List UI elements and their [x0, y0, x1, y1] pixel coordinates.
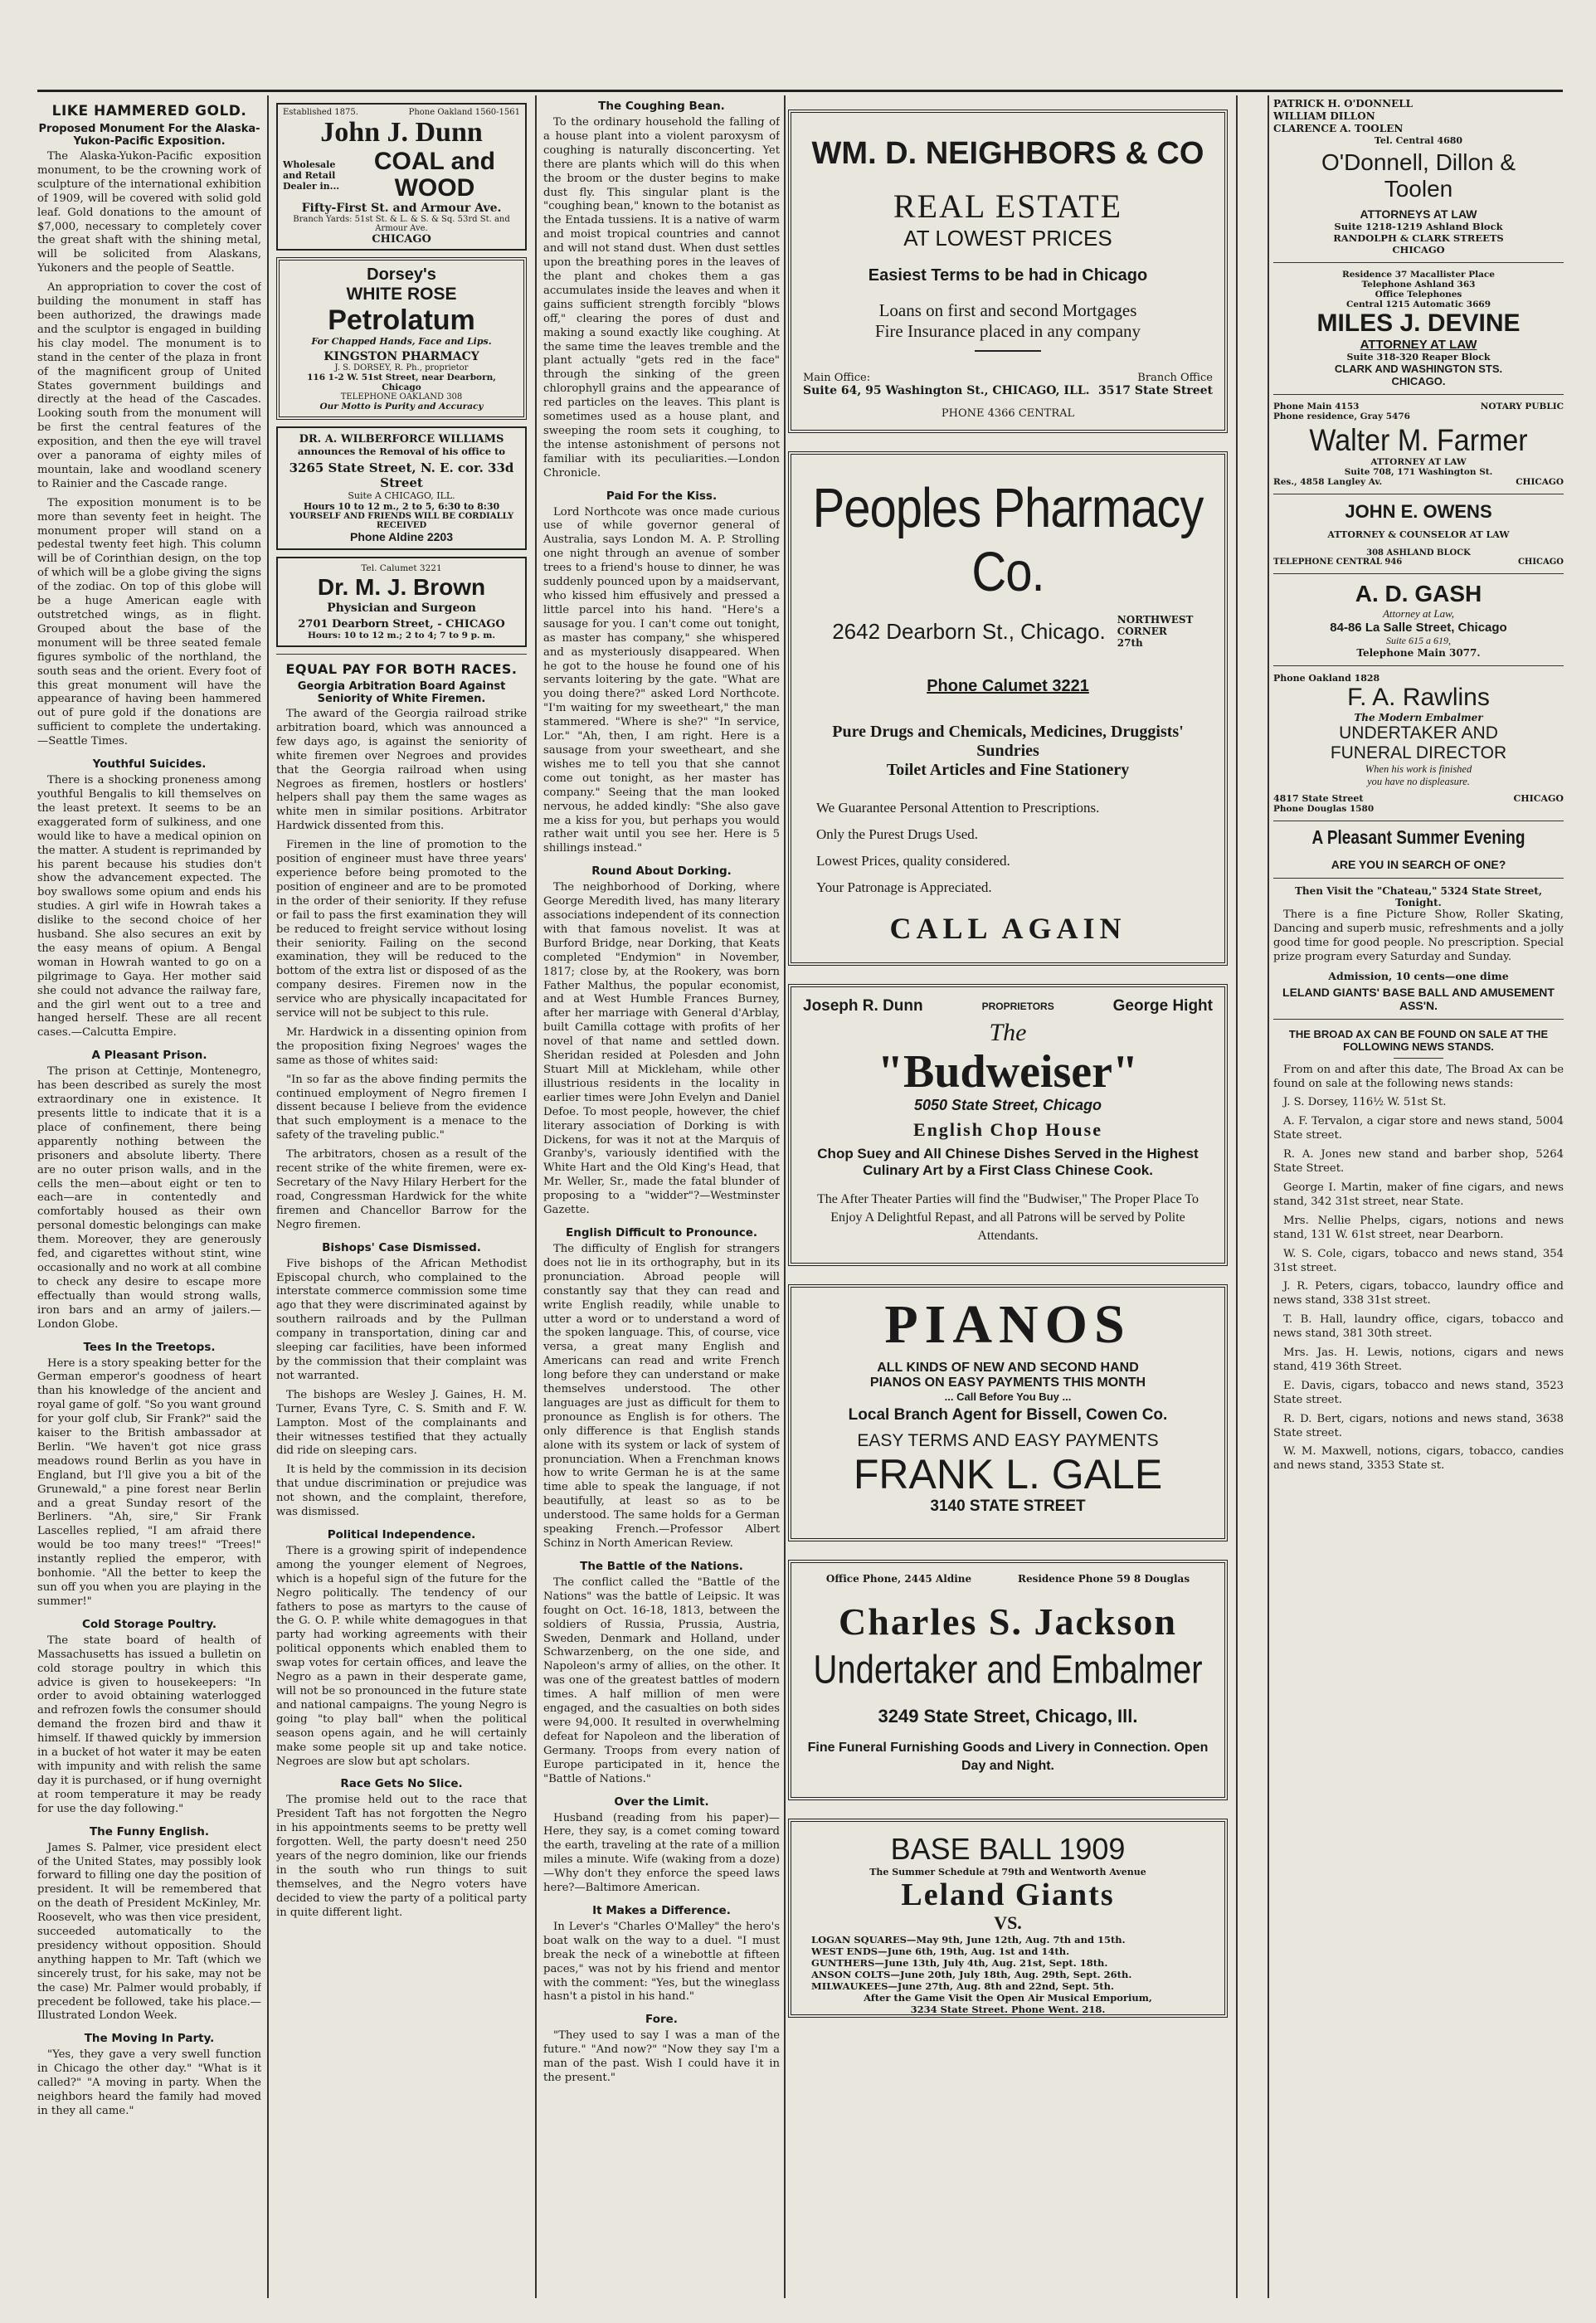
owens-title: ATTORNEY & COUNSELOR AT LAW [1327, 529, 1510, 540]
dunn-coal-wood: COAL and WOOD [373, 148, 495, 202]
summer-headline: A Pleasant Summer Evening [1311, 827, 1525, 849]
column-1 [37, 98, 261, 2298]
farmer-residence: Phone residence, Gray 5476 [1273, 412, 1410, 421]
baseball-vs: VS. [994, 1912, 1022, 1933]
jackson-title: Undertaker and Embalmer [813, 1648, 1203, 1692]
neighbors-business: REAL ESTATE [893, 187, 1123, 225]
article-paragraph: The arbitrators, chosen as a result of the recent strike of the white firemen, were ex-Secretary of the Navy Hilary Herbert for the road, Congressman Hardwick for the white firemen and Chancellor Barrow for the Negro firemen. [276, 1148, 527, 1231]
summer-admission: Admission, 10 cents—one dime [1328, 969, 1509, 982]
williams-phone: Phone Aldine 2203 [350, 530, 453, 543]
top-rule [37, 90, 1563, 92]
article-title: Race Gets No Slice. [340, 1777, 463, 1791]
article-title: Fore. [645, 2013, 678, 2027]
baseball-team: Leland Giants [901, 1877, 1115, 1912]
baseball-game: ANSON COLTS—June 20th, July 18th, Aug. 29th, Sept. 26th. [811, 1969, 1132, 1980]
budweiser-the: The [989, 1019, 1027, 1046]
news-stand: E. Davis, cigars, tobacco and news stand, 3523 State street. [1273, 1379, 1564, 1406]
owens-telephone: TELEPHONE CENTRAL 946 [1273, 558, 1403, 567]
column-rule [1236, 95, 1238, 2298]
news-stand: R. A. Jones new stand and barber shop, 5264 State Street. [1273, 1148, 1564, 1176]
rawlins-title: UNDERTAKER AND [1339, 723, 1498, 743]
article-paragraph: The exposition monument is to be more than seventy feet in height. The monument proper will stand on a pedestal twenty feet high. This column will be of Corinthian design, on the top of which will be a globe giving the signs of the zodiac. On top of this globe will be a huge American eagle with outstretched wings, as in flight. Grouped about the base of the monument will be three seated female figures symbolic of the northland, the south seas and the orient. Every foot of this great monument will have the appearance of having been hammered out of pure gold if the donations are sufficient to complete the undertaking.—Seattle Times. [37, 496, 261, 748]
williams-suite: Suite A CHICAGO, ILL. [348, 490, 455, 501]
peoples-phone: Phone Calumet 3221 [927, 677, 1089, 695]
article-paragraph: "They used to say I was a man of the future." "And now?" "Now they say I'm a man of the past. Wish I could have it in the present." [543, 2029, 780, 2085]
pianos-payments: PIANOS ON EASY PAYMENTS THIS MONTH [869, 1376, 1146, 1390]
article-title: Cold Storage Poultry. [81, 1617, 217, 1631]
neighbors-main-label: Main Office: [803, 372, 871, 384]
budweiser-owner: George Hight [1112, 997, 1213, 1015]
jackson-residence-phone: Residence Phone 59 8 Douglas [1017, 1573, 1190, 1585]
williams-name: DR. A. WILBERFORCE WILLIAMS [299, 433, 504, 446]
peoples-drugs: Pure Drugs and Chemicals, Medicines, Druggists' Sundries [832, 723, 1184, 760]
brown-title: Physician and Surgeon [327, 601, 476, 615]
odonnell-firm: Toolen [1384, 176, 1453, 202]
jackson-name: Charles S. Jackson [839, 1600, 1177, 1643]
neighbors-phone: PHONE 4366 CENTRAL [941, 407, 1075, 420]
devine-residence: Residence 37 Macallister Place [1342, 270, 1495, 280]
odonnell-title: ATTORNEYS AT LAW [1360, 207, 1477, 221]
dorsey-product: Petrolatum [328, 304, 475, 336]
farmer-title: ATTORNEY AT LAW [1370, 457, 1467, 467]
rawlins-tagline: you have no displeasure. [1367, 776, 1470, 787]
budweiser-name: "Budweiser" [877, 1046, 1139, 1098]
peoples-corner: NORTHWEST CORNER 27th [1117, 614, 1194, 649]
article-paragraph: The difficulty of English for strangers does not lie in its orthography, but in its pronunciation. Abroad people will constantly say that they can read and write English readily, while unable to utter a word or to understand a word of the spoken language. This, of course, vice versa, a great many English and Americans can read and write French long before they can understand or make themselves understood. The other languages are just as difficult for them to pronounce as English is for others. The only difference is that English stands alone with its system or lack of system of pronunciation. When a Frenchman knows how to write German he is at the same time able to speak the language, if not beautifully, at least so as to be understood. The same holds for a German speaking French.—Professor Albert Schinz in North American Review. [543, 1242, 780, 1550]
news-stand: J. R. Peters, cigars, tobacco, laundry office and news stand, 338 31st street. [1273, 1280, 1564, 1308]
news-stand: A. F. Tervalon, a cigar store and news stand, 5004 State street. [1273, 1115, 1564, 1142]
broad-ax-headline: THE BROAD AX CAN BE FOUND ON SALE AT THE FOLLOWING NEWS STANDS. [1288, 1027, 1549, 1053]
article-paragraph: To the ordinary household the falling of a house plant into a violent paroxysm of coughing is naturally disconcerting. Yet there are plants which will do this when the broom or the duster begins to make dust fly. This singular plant is the "coughing bean," known to the botanist as the Entada tussiens. It is a native of warm and moist tropical countries and cannot and will not stand dust. When dust settles upon the breathing pores in the leaves of the plant and chokes them a gas accumulates inside the leaves and when it gains sufficient strength forcibly "blows off," clearing the pores of dust and making a sound exactly like coughing. At the same time the leaves tremble and the plant actually "gets red in the face" through the sinking of the green chlorophyll grains and the appearance of red particles on the leaves. This plant is sometimes used as a house plant, and sweeping the room sets it coughing, to the intense astonishment of persons not familiar with its peculiarities.—London Chronicle. [543, 116, 780, 480]
article-paragraph: The prison at Cettinje, Montenegro, has been described as surely the most extraordinary one in existence. It presents little to indicate that it is a place of confinement, there being apparently nothing between the prisoners and absolute liberty. There are no outer prison walls, and in the cells the men—about eight or ten to each—are in contentedly and comfortably housed as their own personal domestic belongings can make them. Moreover, they are generously fed, and cigarettes without stint, wine occasionally and no work at all combine to check any desire to escape more effectually than would strong walls, iron bars and an army of jailers.—London Globe. [37, 1065, 261, 1331]
dorsey-telephone: TELEPHONE OAKLAND 308 [340, 392, 463, 402]
jackson-goods: Fine Funeral Furnishing Goods and Livery in Connection. Open Day and Night. [807, 1741, 1209, 1773]
article-title: Paid For the Kiss. [606, 489, 718, 503]
article-paragraph: Mr. Hardwick in a dissenting opinion from the proposition fixing Negroes' wages the same as those of whites said: [276, 1025, 527, 1067]
budweiser-after: The After Theater Parties will find the "Budwiser," The Proper Place To Enjoy A Delightful Repast, and all Patrons will be served by Polite Attendants. [816, 1192, 1199, 1243]
dorsey-address: 116 1-2 W. 51st Street, near Dearborn, Chicago [307, 373, 496, 392]
column-5 [1273, 98, 1564, 2298]
baseball-game: GUNTHERS—June 13th, July 4th, Aug. 21st, Sept. 18th. [811, 1957, 1108, 1969]
article-paragraph: "In so far as the above finding permits the continued employment of Negro firemen I dissent because I believe from the evidence that such employment is a menace to the safety of the traveling public." [276, 1073, 527, 1142]
budweiser-proprietors: PROPRIETORS [981, 1001, 1054, 1012]
budweiser-ad [788, 984, 1228, 1266]
rawlins-name: F. A. Rawlins [1347, 684, 1490, 711]
baseball-schedule: The Summer Schedule at 79th and Wentworth Avenue [869, 1867, 1146, 1877]
odonnell-street: RANDOLPH & CLARK STREETS [1333, 232, 1504, 244]
article-title: The Funny English. [89, 1824, 210, 1838]
jackson-address: 3249 State Street, Chicago, Ill. [878, 1706, 1138, 1726]
rawlins-city: CHICAGO [1513, 793, 1564, 804]
baseball-ad [788, 1819, 1228, 2018]
news-stand: T. B. Hall, laundry office, cigars, tobacco and news stand, 381 30th street. [1273, 1313, 1564, 1341]
budweiser-address: 5050 State Street, Chicago [913, 1097, 1102, 1113]
peoples-name: Peoples Pharmacy Co. [812, 477, 1204, 603]
budweiser-type: English Chop House [913, 1119, 1102, 1140]
article-paragraph: It is held by the commission in its decision that undue discrimination or prejudice was not shown, and the complaint, therefore, was dismissed. [276, 1463, 527, 1519]
peoples-pharmacy-ad [788, 451, 1228, 966]
dunn-address: Fifty-First St. and Armour Ave. [301, 202, 502, 215]
owens-name: JOHN E. OWENS [1345, 501, 1492, 522]
pianos-address: 3140 STATE STREET [930, 1498, 1086, 1515]
brown-hours: Hours: 10 to 12 m.; 2 to 4; 7 to 9 p. m. [307, 631, 496, 640]
brown-ad [276, 557, 527, 647]
neighbors-branch-label: Branch Office [1137, 372, 1213, 384]
article-subhead: Georgia Arbitration Board Against Seniority of White Firemen. [297, 680, 506, 705]
article-headline: EQUAL PAY FOR BOTH RACES. [285, 661, 518, 677]
farmer-notary: NOTARY PUBLIC [1480, 402, 1564, 412]
article-headline: LIKE HAMMERED GOLD. [51, 103, 247, 119]
dunn-city: CHICAGO [372, 233, 431, 246]
devine-street: CLARK AND WASHINGTON STS. [1334, 363, 1503, 375]
article-title: Over the Limit. [614, 1795, 709, 1809]
baseball-title: BASE BALL 1909 [890, 1832, 1126, 1866]
article-paragraph: The bishops are Wesley J. Gaines, H. M. Turner, Evans Tyre, C. S. Smith and F. W. Lampton. Most of the complainants and their witnesses testified that they actually did ride on sleeping cars. [276, 1388, 527, 1458]
news-stand: W. S. Cole, cigars, tobacco and news stand, 354 31st street. [1273, 1247, 1564, 1274]
peoples-toilet: Toilet Articles and Fine Stationery [886, 761, 1130, 779]
dorsey-pharmacy: KINGSTON PHARMACY [324, 350, 479, 363]
established: Established 1875. [283, 108, 358, 117]
article-subhead: Proposed Monument For the Alaska-Yukon-Pacific Exposition. [38, 123, 260, 148]
gash-address: 84-86 La Salle Street, Chicago [1330, 621, 1507, 635]
williams-welcome: YOURSELF AND FRIENDS WILL BE CORDIALLY RECEIVED [289, 512, 514, 530]
article-paragraph: In Lever's "Charles O'Malley" the hero's boat walk on the way to a duel. "I must break the neck of a winebottle at fifteen paces," was not by his friend and mentor with the comment: "Yes, but the wineglass hasn't a pistol in his hand." [543, 1920, 780, 2004]
odonnell-partner: PATRICK H. O'DONNELL [1273, 98, 1414, 110]
devine-name: MILES J. DEVINE [1316, 309, 1521, 337]
rawlins-title: FUNERAL DIRECTOR [1330, 743, 1507, 762]
article-title: Tees In the Treetops. [83, 1340, 216, 1354]
peoples-address: 2642 Dearborn St., Chicago. [832, 618, 1106, 644]
article-paragraph: The state board of health of Massachusetts has issued a bulletin on cold storage poultry in which this advice is given to housekeepers: "In order to avoid obtaining waterlogged and refrozen fowls the consumer should demand the frozen bird and thaw it himself. If thawed quickly by immersion in a bucket of hot water it may be eaten with impunity and with relish the same day it is purchased, or if hung overnight at room temperature it may be ready for use the day following." [37, 1634, 261, 1815]
dorsey-tagline: For Chapped Hands, Face and Lips. [311, 336, 492, 347]
peoples-call-again: CALL AGAIN [889, 912, 1126, 945]
budweiser-chop-suey: Chop Suey and All Chinese Dishes Served in the Highest Culinary Art by a First Class Chinese Cook. [817, 1146, 1199, 1178]
article-paragraph: Five bishops of the African Methodist Episcopal church, who complained to the interstate commerce commission some time ago that they were discriminated against by southern railroads and by the Pullman company in transportation, dining car and sleeping car facilities, have been informed by the commission that their complaint was not warranted. [276, 1257, 527, 1382]
news-stand: W. M. Maxwell, notions, cigars, tobacco, candies and news stand, 3353 State st. [1273, 1445, 1564, 1473]
news-stand: J. S. Dorsey, 116½ W. 51st St. [1283, 1096, 1447, 1109]
pianos-name: FRANK L. GALE [853, 1451, 1163, 1498]
williams-announce: announces the Removal of his office to [297, 446, 506, 457]
neighbors-real-estate-ad [788, 110, 1228, 433]
owens-block: 308 ASHLAND BLOCK [1366, 548, 1471, 558]
news-stand: Mrs. Jas. H. Lewis, notions, cigars and news stand, 419 36th Street. [1273, 1347, 1564, 1373]
column-4-ads [788, 98, 1228, 2298]
gash-suite: Suite 615 a 619, [1386, 635, 1451, 646]
neighbors-main-address: Suite 64, 95 Washington St., CHICAGO, ILL. [803, 384, 1090, 397]
devine-tel: Central 1215 Automatic 3669 [1345, 300, 1491, 309]
article-paragraph: An appropriation to cover the cost of building the monument in staff has been authorized, the drawings made and the sculptor is engaged in building his clay model. The monument is to stand in the center of the plaza in front of the magnificent group of United States government buildings and directly at the head of the Cascades. Looking south from the monument will be first the central features of the exposition, and then the eye will travel over a panorama of eighty miles of mountain, lake and woodland scenery to Rainier and the Cascade range. [37, 281, 261, 490]
article-paragraph: The promise held out to the race that President Taft has not forgotten the Negro in his appointments seems to be pretty well forgotten. Well, the party doesn't need 250 years of the negro dominion, like our friends in the south who run things to suit themselves, and the Negro voters have decided to view the party of a political party in quite different light. [276, 1794, 527, 1919]
dorsey-name: Dorsey's [367, 265, 436, 284]
article-paragraph: Here is a story speaking better for the German emperor's goodness of heart than his knowledge of the ancient and royal game of golf. "So you want ground for your golf club, Sir Frank?" said the kaiser to the British ambassador at Berlin. "We haven't got nice grass meadows round Berlin as you have in England, but I'll give you a bit of the Grunewald," a pine forest near Berlin and a great Sunday resort of the Berliners. "Ah, sire," Sir Frank Lascelles replied, "I am afraid there would be too many trees!" "Trees!" instantly replied the emperor, with bonhomie. "All the better to keep the sun off you when you are playing in the summer!" [37, 1356, 261, 1608]
summer-association: LELAND GIANTS' BASE BALL AND AMUSEMENT ASS'N. [1282, 985, 1555, 1012]
devine-title: ATTORNEY AT LAW [1360, 338, 1477, 352]
pianos-kinds: ALL KINDS OF NEW AND SECOND HAND [877, 1361, 1139, 1375]
peoples-line: Lowest Prices, quality considered. [816, 853, 1010, 869]
article-paragraph: Husband (reading from his paper)—Here, they say, is a comet coming toward the earth, traveling at the rate of a million miles a minute. Wife (waking from a doze)—Why don't they enforce the speed laws here?—Baltimore American. [543, 1811, 780, 1895]
rawlins-tagline: When his work is finished [1365, 763, 1472, 775]
news-stand: Mrs. Nellie Phelps, cigars, notions and news stand, 131 W. 61st street, near Dearborn. [1273, 1214, 1564, 1241]
dorsey-ad [276, 257, 527, 420]
summer-question: ARE YOU IN SEARCH OF ONE? [1331, 858, 1506, 871]
baseball-game: MILWAUKEES—June 27th, Aug. 8th and 22nd, Sept. 5th. [811, 1980, 1114, 1992]
williams-ad [276, 426, 527, 550]
farmer-res-address: Res., 4858 Langley Av. [1273, 477, 1383, 487]
gash-name: A. D. GASH [1355, 581, 1482, 606]
dunn-name: John J. Dunn [320, 117, 483, 148]
devine-tel: Telephone Ashland 363 [1361, 280, 1476, 290]
baseball-after: After the Game Visit the Open Air Musical Emporium, [864, 1992, 1152, 2004]
pianos-title: PIANOS [884, 1294, 1131, 1355]
news-stand: George I. Martin, maker of fine cigars, and news stand, 342 31st street, near State. [1273, 1181, 1564, 1208]
odonnell-firm: O'Donnell, Dillon & [1321, 149, 1516, 175]
article-title: The Battle of the Nations. [580, 1559, 743, 1573]
dorsey-proprietor: J. S. DORSEY, R. Ph., proprietor [334, 363, 469, 373]
article-paragraph: There is a growing spirit of independence among the younger element of Negroes, which is a hopeful sign of the future for the Negro politically. The tendency of our fathers to pose as martyrs to the cause of the G. O. P. while white demagogues in that party had working agreements with their political opponents which enabled them to swap votes for certain offices, and leave the Negro as a pawn in their desperate game, will not be so pronounced in the future state and national campaigns. The young Negro is going "to play ball" when the political season opens again, and he will certainly make some people sit up and take notice. Negroes are slow but apt scholars. [276, 1544, 527, 1768]
rawlins-address: 4817 State Street [1273, 793, 1364, 804]
farmer-city: CHICAGO [1516, 477, 1564, 487]
column-rule [1268, 95, 1269, 2298]
jackson-undertaker-ad [788, 1560, 1228, 1800]
jackson-office-phone: Office Phone, 2445 Aldine [825, 1573, 972, 1585]
odonnell-partner: CLARENCE A. TOOLEN [1273, 123, 1404, 134]
williams-hours: Hours 10 to 12 m., 2 to 5, 6:30 to 8:30 [303, 501, 500, 512]
odonnell-suite: Suite 1218-1219 Ashland Block [1334, 221, 1503, 232]
article-paragraph: Firemen in the line of promotion to the position of engineer must have three years' experience before being promoted to the position of engineer and are to be promoted in the order of their seniority. If they refuse or fail to pass the first examination they will be reduced to freight service without losing their seniority. Failing on the second examination, they will be reduced to the bottom of the extra list or disposed of as the company desires. Firemen now in the service who are physically incapacitated for service will not be subject to this rule. [276, 839, 527, 1020]
peoples-line: Your Patronage is Appreciated. [816, 879, 992, 895]
devine-city: CHICAGO. [1391, 375, 1446, 387]
neighbors-insurance: Fire Insurance placed in any company [874, 321, 1141, 341]
dunn-coal-ad [276, 103, 527, 251]
article-paragraph: There is a shocking proneness among youthful Bengalis to kill themselves on the least pretext. It seems to be an exaggerated form of sulkiness, and one would like to have a medical opinion on the matter. A student is reprimanded by his parent because his studies don't show the advancement expected. The boy swallows some opium and ends his studies. A girl wife in Howrah takes a dislike to the second choice of her husband. She also secures an exit by the easy means of opium. A Bengal woman in Howrah wanted to go on a pilgrimage to Gaya. Her mother said she could not advance the railway fare, and the girl went out to a tree and hanged herself. These are all recent cases.—Calcutta Empire. [37, 774, 261, 1040]
baseball-game: LOGAN SQUARES—May 9th, June 12th, Aug. 7th and 15th. [811, 1934, 1126, 1946]
column-rule [535, 95, 537, 2298]
column-2 [276, 98, 527, 2298]
article-paragraph: James S. Palmer, vice president elect of the United States, may possibly look forward to filling one day the position of president. It will be remembered that on the death of President McKinley, Mr. Roosevelt, who was then vice president, succeeded automatically to the presidency without opposition. Should anything happen to Mr. Taft (which we sincerely trust, for his sake, may not be the case) Mr. Palmer would probably, if precedent be followed, take his place.—Illustrated London Week. [37, 1841, 261, 2023]
peoples-line: Only the Purest Drugs Used. [816, 826, 979, 842]
summer-paragraph: There is a fine Picture Show, Roller Skating, Dancing and superb music, refreshments and a jolly good time for good people. No prescription. Special prize program every Saturday and Sunday. [1273, 908, 1564, 963]
odonnell-tel: Tel. Central 4680 [1374, 135, 1463, 146]
neighbors-loans: Loans on first and second Mortgages [878, 300, 1137, 320]
gash-title: Attorney at Law, [1382, 607, 1455, 620]
article-paragraph: Lord Northcote was once made curious use of while governor general of Australia, says London M. A. P. Strolling one night through an avenue of somber trees to a friend's house to dinner, he was suddenly pounced upon by a maidservant, who kissed him effusively and pressed a little parcel into his hand. "Here's a sausage for you. I can't come out tonight, as master has company," she whispered and as mysteriously disappeared. When he got to the house he found one of his servants loitering by the gate. "What are you doing there?" asked Lord Northcote. "I'm waiting for my sweetheart," the man stammered. "Where is she?" "In service, Lor." "Ah, then, I am right. Here is a sausage from your sweetheart, and she wishes me to tell you that she cannot come out tonight, as her master has company." Seeing that the man looked nervous, he added kindly: "She also gave me a kiss for you, but perhaps you would rather wait until you see her. Here is 5 shillings instead." [543, 505, 780, 855]
article-title: It Makes a Difference. [592, 1903, 731, 1917]
dorsey-motto: Our Motto is Purity and Accuracy [319, 402, 484, 412]
pianos-agent: Local Branch Agent for Bissell, Cowen Co. [848, 1406, 1168, 1424]
article-title: The Moving In Party. [84, 2032, 215, 2046]
baseball-address: 3234 State Street. Phone Went. 218. [910, 2004, 1106, 2015]
devine-suite: Suite 318-320 Reaper Block [1346, 352, 1491, 363]
article-title: Youthful Suicides. [92, 757, 207, 772]
article-paragraph: The neighborhood of Dorking, where George Meredith lived, has many literary associations independent of its connection with that famous novelist. It was at Burford Bridge, near Dorking, that Keats completed "Endymion" in November, 1817; close by, at the Rookery, was born Father Malthus, the popular economist, and at West Humble Frances Burney, after her marriage with General d'Arblay, built Camilla cottage with profits of her novel of that name and settled down. Sheridan resided at Polesden and John Stuart Mill at Mickleham, while other illustrious residents in the locality in earlier times were John Evelyn and Daniel Defoe. To most people, however, the chief literary association of Dorking is with Dickens, for was it not at the Marquis of Granby's, variously identified with the White Hart and the Old King's Head, that Mr. Weller, Sr., made the fatal blunder of proposing to a "widder"?—Westminster Gazette. [543, 881, 780, 1217]
neighbors-name: WM. D. NEIGHBORS & CO [811, 136, 1204, 171]
column-rule [267, 95, 269, 2298]
article-paragraph: The conflict called the "Battle of the Nations" was the battle of Leipsic. It was fought on Oct. 16-18, 1813, between the soldiers of Russia, Prussia, Austria, Sweden, Denmark and Holland, under Schwarzenberg, on the one side, and Napoleon's army of allies, on the other. It was one of the greatest battles of modern times. A half million of men were engaged, and the casualties on both sides were 94,000. It resulted in overwhelming defeat for Napoleon and the liberation of Germany. Troops from every nation of Europe participated in it, hence the "Battle of Nations." [543, 1575, 780, 1785]
phone: Phone Oakland 1560-1561 [408, 108, 520, 117]
news-stand: R. D. Bert, cigars, notions and news stand, 3638 State street. [1273, 1412, 1564, 1439]
peoples-line: We Guarantee Personal Attention to Prescriptions. [816, 800, 1100, 816]
odonnell-city: CHICAGO [1392, 244, 1445, 256]
farmer-phone: Phone Main 4153 [1273, 402, 1360, 412]
column-3 [543, 98, 780, 2298]
neighbors-prices: AT LOWEST PRICES [903, 226, 1112, 251]
gash-telephone: Telephone Main 3077. [1356, 647, 1481, 659]
pianos-ad [788, 1284, 1228, 1541]
owens-city: CHICAGO [1517, 558, 1564, 567]
article-title: The Coughing Bean. [598, 100, 725, 113]
farmer-suite: Suite 708, 171 Washington St. [1344, 467, 1493, 477]
article-paragraph: The award of the Georgia railroad strike arbitration board, which was announced a few days ago, is against the seniority of white firemen over Negroes and provides that the Georgia railroad when using Negroes as firemen, hostlers or hostlers' helpers shall pay them the same wages as white men in similar positions. Arbitrator Hardwick dissented from this. [276, 708, 527, 833]
article-title: A Pleasant Prison. [91, 1049, 207, 1063]
article-title: Bishops' Case Dismissed. [322, 1240, 481, 1254]
dunn-yards: Branch Yards: 51st St. & L. & S. & Sq. 53rd St. and Armour Ave. [293, 215, 510, 233]
devine-tel: Office Telephones [1375, 290, 1462, 300]
brown-address: 2701 Dearborn Street, - CHICAGO [298, 618, 505, 631]
rawlins-phone: Phone Oakland 1828 [1273, 673, 1380, 684]
rawlins-tel: Phone Douglas 1580 [1273, 804, 1375, 814]
farmer-name: Walter M. Farmer [1309, 423, 1528, 458]
broad-ax-intro: From on and after this date, The Broad Ax can be found on sale at the following news stands: [1273, 1063, 1564, 1090]
brown-name: Dr. M. J. Brown [317, 574, 486, 600]
pianos-call: ... Call Before You Buy ... [944, 1390, 1072, 1403]
summer-then: Then Visit the "Chateau," 5324 State Street, Tonight. [1295, 885, 1542, 908]
pianos-terms: EASY TERMS AND EASY PAYMENTS [857, 1431, 1159, 1450]
williams-address: 3265 State Street, N. E. cor. 33d Street [289, 460, 514, 490]
neighbors-branch-address: 3517 State Street [1098, 384, 1213, 397]
dorsey-title: WHITE ROSE [346, 285, 457, 304]
brown-tel: Tel. Calumet 3221 [361, 563, 442, 573]
article-title: Round About Dorking. [591, 864, 732, 879]
article-paragraph: "Yes, they gave a very swell function in Chicago the other day." "What is it called?" "A moving in party. When the neighbors heard the family had moved in they all came." [37, 2048, 261, 2117]
article-title: English Difficult to Pronounce. [565, 1225, 758, 1239]
column-rule [784, 95, 786, 2298]
baseball-game: WEST ENDS—June 6th, 19th, Aug. 1st and 14th. [811, 1946, 1070, 1957]
rawlins-subtitle: The Modern Embalmer [1354, 712, 1483, 723]
budweiser-owner: Joseph R. Dunn [803, 997, 923, 1015]
dunn-desc: Wholesale and Retail Dealer in... [283, 158, 340, 192]
odonnell-partner: WILLIAM DILLON [1273, 110, 1375, 122]
article-paragraph: The Alaska-Yukon-Pacific exposition monument, to be the crowning work of sculpture of the international exhibition of 1909, will be covered with solid gold leaf. Gold donations to the amount of $7,000, necessary to completely cover the great shaft with the shining metal, will be solicited from Alaskans, Yukoners and the people of Seattle. [37, 150, 261, 275]
neighbors-terms: Easiest Terms to be had in Chicago [868, 266, 1148, 285]
article-title: Political Independence. [327, 1527, 476, 1541]
